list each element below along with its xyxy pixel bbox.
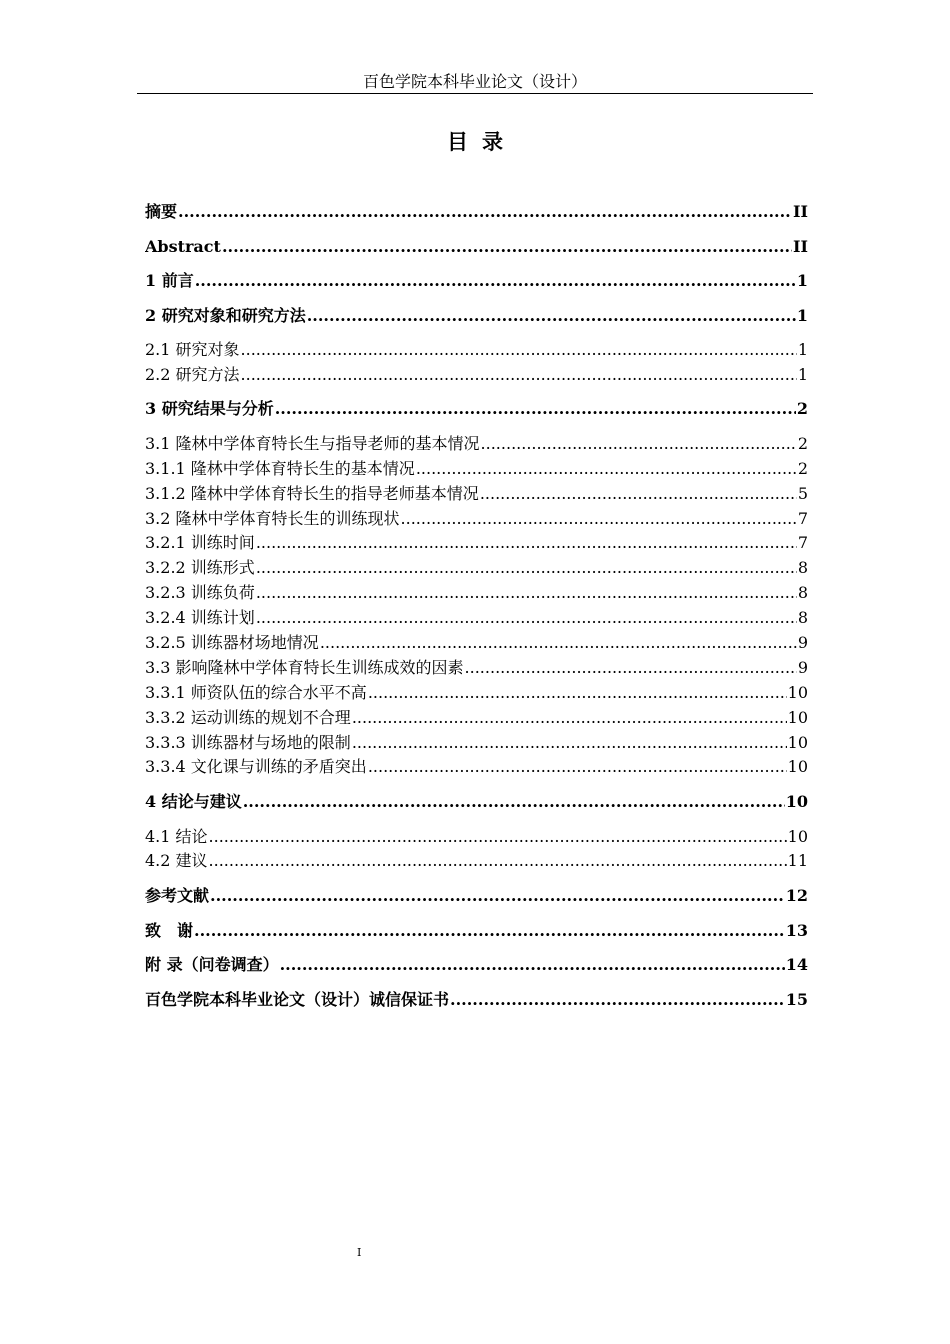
toc-entry-page: 1 bbox=[797, 340, 808, 359]
toc-entry-label: 3.2.5 训练器材场地情况 bbox=[145, 633, 319, 652]
dot-leader bbox=[256, 557, 797, 579]
dot-leader bbox=[178, 200, 792, 224]
running-header: 百色学院本科毕业论文（设计） bbox=[362, 72, 587, 91]
toc-entry-page: 2 bbox=[796, 399, 808, 418]
toc-entry-page: 7 bbox=[797, 509, 808, 528]
toc-entry-label: 2 研究对象和研究方法 bbox=[145, 306, 306, 325]
toc-entry-page: 2 bbox=[797, 459, 808, 478]
toc-entry-page: 9 bbox=[797, 633, 808, 652]
dot-leader bbox=[352, 732, 787, 754]
toc-entry-label: 附 录（问卷调查） bbox=[145, 955, 279, 974]
toc-entry-label: 3.2.4 训练计划 bbox=[145, 608, 255, 627]
toc-entry-label: 3.3.2 运动训练的规划不合理 bbox=[145, 708, 351, 727]
toc-entry[interactable] bbox=[145, 988, 808, 1012]
toc-entry-page: 10 bbox=[787, 683, 808, 702]
toc-entry-page: 8 bbox=[797, 608, 808, 627]
toc-entry-label: 3.2.3 训练负荷 bbox=[145, 583, 255, 602]
toc-entry-page: 10 bbox=[785, 792, 808, 811]
toc-entry-label: 3.1.2 隆林中学体育特长生的指导老师基本情况 bbox=[145, 484, 479, 503]
toc-entry[interactable] bbox=[145, 682, 808, 704]
header-rule bbox=[137, 93, 813, 94]
dot-leader bbox=[320, 632, 797, 654]
toc-entry-page: 11 bbox=[787, 851, 808, 870]
toc-entry[interactable] bbox=[145, 304, 808, 328]
toc-entry-page: 5 bbox=[797, 484, 808, 503]
toc-entry-page: 10 bbox=[787, 827, 808, 846]
dot-leader bbox=[480, 483, 797, 505]
toc-entry[interactable] bbox=[145, 433, 808, 455]
toc-entry[interactable] bbox=[145, 657, 808, 679]
toc-entry[interactable] bbox=[145, 508, 808, 530]
dot-leader bbox=[450, 988, 785, 1012]
dot-leader bbox=[465, 657, 797, 679]
toc-entry-label: 3.1.1 隆林中学体育特长生的基本情况 bbox=[145, 459, 415, 478]
toc-entry[interactable] bbox=[145, 458, 808, 480]
toc-entry-label: 1 前言 bbox=[145, 271, 194, 290]
toc-entry-page: 9 bbox=[797, 658, 808, 677]
toc-entry-page: 1 bbox=[796, 271, 808, 290]
dot-leader bbox=[195, 269, 796, 293]
toc-entry-label: 2.1 研究对象 bbox=[145, 340, 240, 359]
toc-entry-page: 7 bbox=[797, 533, 808, 552]
toc-entry[interactable] bbox=[145, 632, 808, 654]
toc-entry[interactable] bbox=[145, 557, 808, 579]
dot-leader bbox=[222, 235, 792, 259]
dot-leader bbox=[243, 790, 785, 814]
dot-leader bbox=[280, 953, 785, 977]
toc-entry-page: 10 bbox=[787, 757, 808, 776]
toc-entry[interactable] bbox=[145, 826, 808, 848]
toc-entry-label: 3.3.3 训练器材与场地的限制 bbox=[145, 733, 351, 752]
toc-entry-label: Abstract bbox=[145, 237, 221, 256]
dot-leader bbox=[352, 707, 787, 729]
toc-entry-label: 2.2 研究方法 bbox=[145, 365, 240, 384]
dot-leader bbox=[241, 339, 797, 361]
dot-leader bbox=[368, 756, 787, 778]
toc-entry-page: 15 bbox=[785, 990, 808, 1009]
toc-entry-label: 参考文献 bbox=[145, 886, 210, 905]
dot-leader bbox=[256, 532, 797, 554]
toc-entry-label: 3.2.2 训练形式 bbox=[145, 558, 255, 577]
dot-leader bbox=[210, 884, 785, 908]
toc-entry-label: 百色学院本科毕业论文（设计）诚信保证书 bbox=[145, 990, 450, 1009]
toc-entry[interactable] bbox=[145, 850, 808, 872]
dot-leader bbox=[481, 433, 797, 455]
dot-leader bbox=[194, 919, 785, 943]
toc-entry-page: 8 bbox=[797, 583, 808, 602]
toc-entry-label: 致 谢 bbox=[145, 921, 194, 940]
toc-entry-label: 3.2 隆林中学体育特长生的训练现状 bbox=[145, 509, 400, 528]
dot-leader bbox=[401, 508, 797, 530]
toc-entry-page: 2 bbox=[797, 434, 808, 453]
toc-entry-label: 3.1 隆林中学体育特长生与指导老师的基本情况 bbox=[145, 434, 480, 453]
toc-entry[interactable] bbox=[145, 339, 808, 361]
toc-entry[interactable] bbox=[145, 532, 808, 554]
dot-leader bbox=[416, 458, 797, 480]
page-number: I bbox=[357, 1246, 362, 1259]
toc-entry-page: 10 bbox=[787, 733, 808, 752]
toc-entry-page: 1 bbox=[796, 306, 808, 325]
toc-entry[interactable] bbox=[145, 756, 808, 778]
dot-leader bbox=[275, 397, 796, 421]
toc-entry-page: 14 bbox=[785, 955, 808, 974]
dot-leader bbox=[209, 850, 787, 872]
dot-leader bbox=[209, 826, 787, 848]
toc-entry-page: II bbox=[793, 202, 808, 221]
toc-entry-label: 3.3.4 文化课与训练的矛盾突出 bbox=[145, 757, 367, 776]
toc-entry-label: 3.2.1 训练时间 bbox=[145, 533, 255, 552]
toc-entry[interactable] bbox=[145, 790, 808, 814]
toc-entry[interactable] bbox=[145, 200, 808, 224]
toc-entry-page: 12 bbox=[785, 886, 808, 905]
toc-entry-page: 13 bbox=[785, 921, 808, 940]
toc-entry-page: 8 bbox=[797, 558, 808, 577]
toc-entry[interactable] bbox=[145, 707, 808, 729]
dot-leader bbox=[368, 682, 787, 704]
dot-leader bbox=[241, 364, 797, 386]
dot-leader bbox=[307, 304, 796, 328]
toc-entry[interactable] bbox=[145, 364, 808, 386]
toc-entry-label: 4 结论与建议 bbox=[145, 792, 242, 811]
toc-entry[interactable] bbox=[145, 732, 808, 754]
toc-entry[interactable] bbox=[145, 919, 808, 943]
toc-entry[interactable] bbox=[145, 397, 808, 421]
toc-entry-label: 4.2 建议 bbox=[145, 851, 208, 870]
toc-entry-page: II bbox=[793, 237, 808, 256]
toc-entry-page: 1 bbox=[797, 365, 808, 384]
toc-entry[interactable] bbox=[145, 953, 808, 977]
toc-entry[interactable] bbox=[145, 235, 808, 259]
toc-entry[interactable] bbox=[145, 607, 808, 629]
toc-entry[interactable] bbox=[145, 582, 808, 604]
toc-entry-label: 3.3.1 师资队伍的综合水平不高 bbox=[145, 683, 367, 702]
toc-entry[interactable] bbox=[145, 884, 808, 908]
toc-entry-label: 4.1 结论 bbox=[145, 827, 208, 846]
toc-title: 目录 bbox=[447, 130, 517, 154]
toc-entry-label: 3.3 影响隆林中学体育特长生训练成效的因素 bbox=[145, 658, 464, 677]
toc-entry-page: 10 bbox=[787, 708, 808, 727]
toc-entry-label: 摘要 bbox=[145, 202, 178, 221]
toc-entry[interactable] bbox=[145, 269, 808, 293]
toc-entry[interactable] bbox=[145, 483, 808, 505]
dot-leader bbox=[256, 582, 797, 604]
dot-leader bbox=[256, 607, 797, 629]
toc-entry-label: 3 研究结果与分析 bbox=[145, 399, 274, 418]
